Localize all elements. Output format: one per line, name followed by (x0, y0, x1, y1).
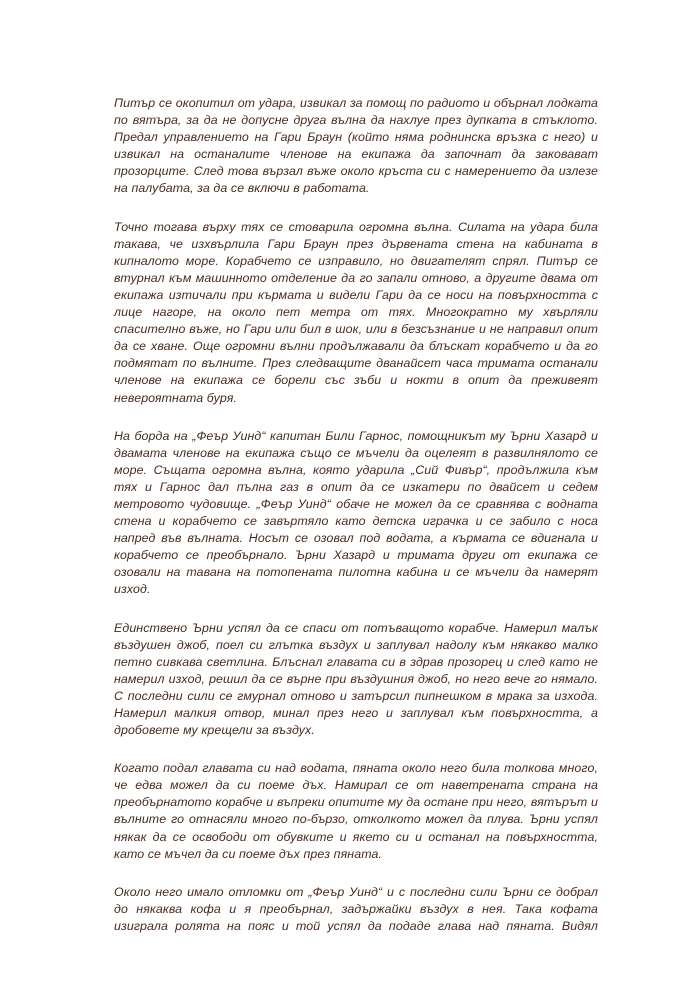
paragraph-2: Точно тогава върху тях се стоварила огромна вълна. Силата на удара била такава, че изхвърлила Гари Браун през дървената стена на кабината в кипналото море. Корабчето се изправило, но двигателят спрял. Питър се втурнал към машинното отделение да го запали отново, а другите двама от екипажа изтичали при кърмата и видели Гари да се носи на повърхността с лице нагоре, на около пет метра от тях. Многократно му хвърляли спасително въже, но Гари или бил в шок, или в безсъзнание и не направил опит да се хване. Още огромни вълни продължавали да блъскат корабчето и да го подмятат по вълните. През следващите дванайсет часа тримата останали членове на екипажа се борели със зъби и нокти в опит да преживеят невероятната буря. (114, 219, 598, 405)
paragraph-5: Когато подал главата си над водата, пяната около него била толкова много, че едва можел да си поеме дъх. Намирал се от наветрената страна на преобърнатото корабче и въпреки опитите му да остане при него, вятърът и вълните го отнасяли много по-бързо, отколкото можел да плува. Ърни успял някак да се освободи от обувките и якето си и останал на повърхността, като се мъчел да си поеме дъх през пяната. (114, 761, 598, 861)
paragraph-1: Питър се окопитил от удара, извикал за помощ по радиото и обърнал лодката по вятъра, за да не допусне друга вълна да нахлуе през дупката в стъклото. Предал управлението на Гари Браун (който няма роднинска връзка с него) и извикал на останалите членове на екипажа да започнат да заковават прозорците. След това вързал въже около кръста си с намерението да излезе на палубата, за да се включи в работата. (114, 96, 598, 196)
paragraph-6: Около него имало отломки от „Феър Уинд“ и с последни сили Ърни се добрал до някаква кофа и я преобърнал, задържайки въздух в нея. Така кофата изиграла ролята на пояс и той успял да подаде глава над пяната. Видял (114, 884, 598, 933)
paragraph-3: На борда на „Феър Уинд“ капитан Били Гарнос, помощникът му Ърни Хазард и двамата членове на екипажа също се мъчели да оцелеят в развилнялото се море. Същата огромна вълна, която ударила „Сий Фивър“, продължила към тях и Гарнос дал пълна газ в опит да се изкатери по двайсет и седем метровото чудовище. „Феър Уинд“ обаче не можел да се сравнява с водната стена и корабчето се завъртяло като детска играчка и се забило с носа напред във вълната. Носът се озовал под водата, а кърмата се вдигнала и корабчето се преобърнало. Ърни Хазард и тримата други от екипажа се озовали на тавана на потопената пилотна кабина и се мъчели да намерят изход. (114, 428, 598, 597)
paragraph-4: Единствено Ърни успял да се спаси от потъващото корабче. Намерил малък въздушен джоб, поел си глътка въздух и заплувал надолу към някакво малко петно сивкава светлина. Блъснал главата си в здрав прозорец и след като не намерил изход, решил да се върне при въздушния джоб, но него вече го нямало. С последни сили се гмурнал отново и затърсил пипнешком в мрака за изхода. Намерил малкия отвор, минал през него и заплувал към повърхността, а дробовете му крещели за въздух. (114, 620, 598, 738)
document-body (114, 95, 598, 956)
